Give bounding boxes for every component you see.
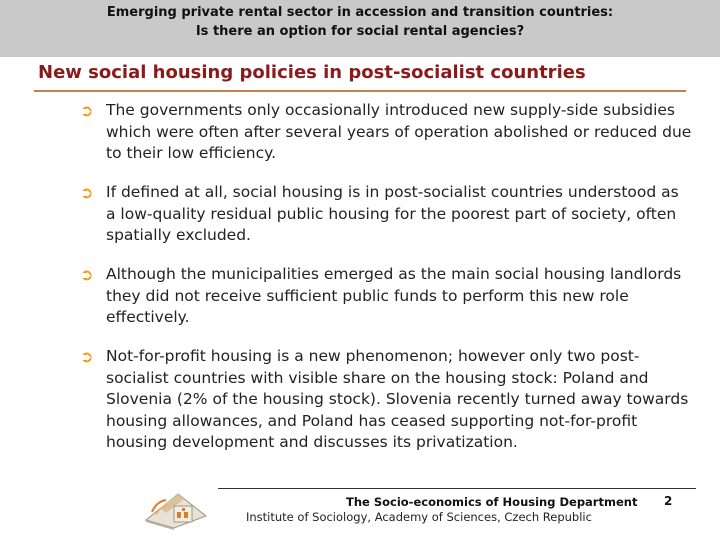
top-banner: [0, 0, 720, 57]
footer-divider: [218, 488, 696, 489]
footer-department: The Socio-economics of Housing Department: [346, 495, 638, 509]
footer-institute: Institute of Sociology, Academy of Sciences, Czech Republic: [246, 510, 592, 524]
bullet-text: Although the municipalities emerged as the main social housing landlords they did not receive sufficient public funds to perform this new role effectively.: [106, 265, 682, 326]
header-line-2: Is there an option for social rental agencies?: [195, 24, 525, 39]
arrow-right-icon: ➲: [80, 347, 94, 366]
bullet-text: Not-for-profit housing is a new phenomenon; however only two post-socialist countries with visible share on the housing stock: Poland and Slovenia (2% of the housing stock). Slovenia recently turned away towards housing allowances, and Poland has ceased supporting not-for-profit housing development and discusses its privatization.: [106, 347, 689, 451]
bullet-item: [80, 264, 692, 329]
bullet-text: If defined at all, social housing is in post-socialist countries understood as a low-quality residual public housing for the poorest part of society, often spatially excluded.: [106, 183, 679, 244]
arrow-right-icon: ➲: [80, 183, 94, 202]
bullet-text: The governments only occasionally introduced new supply-side subsidies which were often after several years of operation abolished or reduced due to their low efficiency.: [106, 101, 692, 162]
title-divider: [34, 90, 686, 92]
house-logo: [140, 486, 212, 530]
bullet-item: [80, 182, 692, 247]
bullet-item: [80, 346, 692, 454]
arrow-right-icon: ➲: [80, 265, 94, 284]
arrow-right-icon: ➲: [80, 101, 94, 120]
page-number: 2: [664, 494, 673, 508]
bullet-item: [80, 100, 692, 165]
slide-title: New social housing policies in post-socialist countries: [38, 62, 586, 83]
header-line-1: Emerging private rental sector in accession and transition countries:: [106, 5, 614, 20]
